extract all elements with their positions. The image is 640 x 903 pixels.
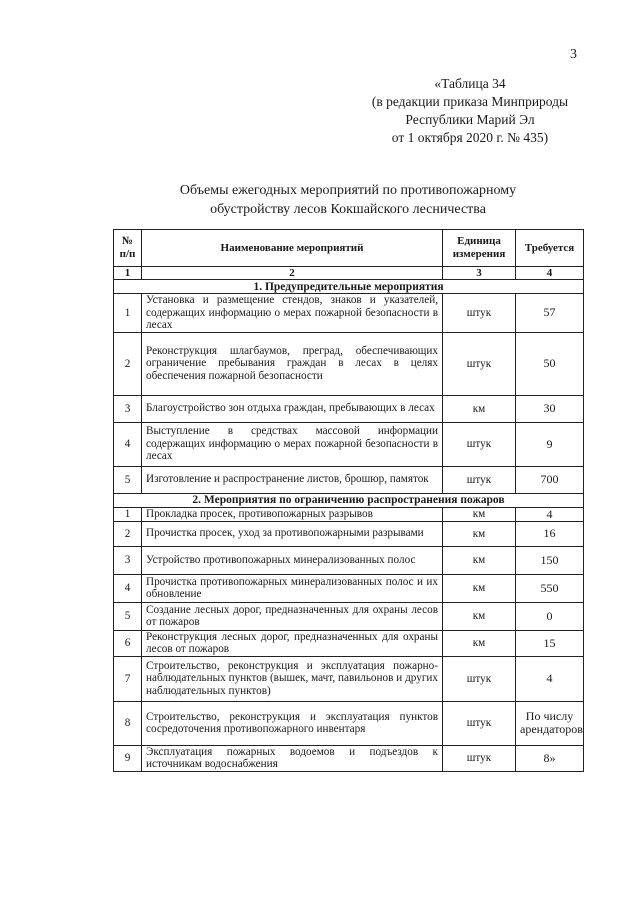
required-amount: 15 bbox=[516, 630, 584, 656]
column-number: 2 bbox=[142, 267, 443, 280]
unit-of-measure: штук bbox=[443, 701, 516, 745]
row-number: 4 bbox=[114, 574, 142, 602]
table-reference-header bbox=[340, 75, 600, 147]
row-number: 3 bbox=[114, 395, 142, 422]
row-number: 6 bbox=[114, 630, 142, 656]
row-number: 3 bbox=[114, 546, 142, 574]
measure-name: Создание лесных дорог, предназначенных для охраны лесов от пожаров bbox=[142, 602, 443, 630]
header-line: Республики Марий Эл bbox=[405, 112, 535, 127]
header-line: от 1 октября 2020 г. № 435) bbox=[391, 130, 549, 145]
row-number: 1 bbox=[114, 294, 142, 333]
unit-of-measure: штук bbox=[443, 466, 516, 493]
table-row bbox=[114, 395, 584, 422]
column-number: 3 bbox=[443, 267, 516, 280]
header-line: (в редакции приказа Минприроды bbox=[371, 94, 569, 109]
row-number: 5 bbox=[114, 602, 142, 630]
document-title bbox=[120, 181, 576, 219]
row-number: 1 bbox=[114, 507, 142, 521]
required-amount: По числу арендаторов bbox=[516, 701, 584, 745]
measure-name: Эксплуатация пожарных водоемов и подъездов к источникам водоснабжения bbox=[142, 745, 443, 771]
unit-of-measure: км bbox=[443, 507, 516, 521]
table-row bbox=[114, 574, 584, 602]
row-number: 8 bbox=[114, 701, 142, 745]
required-amount: 16 bbox=[516, 521, 584, 546]
measure-name: Прокладка просек, противопожарных разрывов bbox=[142, 507, 443, 521]
header-required: Требуется bbox=[516, 230, 584, 267]
unit-of-measure: штук bbox=[443, 656, 516, 701]
header-line: «Таблица 34 bbox=[434, 76, 506, 91]
unit-of-measure: км bbox=[443, 546, 516, 574]
measure-name: Выступление в средствах массовой информации содержащих информацию о мерах пожарной безопасности в лесах bbox=[142, 422, 443, 466]
required-amount: 0 bbox=[516, 602, 584, 630]
required-amount: 4 bbox=[516, 507, 584, 521]
table-row bbox=[114, 466, 584, 493]
unit-of-measure: штук bbox=[443, 294, 516, 333]
table-row bbox=[114, 521, 584, 546]
row-number: 2 bbox=[114, 332, 142, 395]
measure-name: Реконструкция лесных дорог, предназначенных для охраны лесов от пожаров bbox=[142, 630, 443, 656]
header-num: № п/п bbox=[114, 230, 142, 267]
required-amount: 57 bbox=[516, 294, 584, 333]
table-header-row bbox=[114, 230, 584, 267]
row-number: 9 bbox=[114, 745, 142, 771]
section-header-row bbox=[114, 493, 584, 507]
table-row bbox=[114, 422, 584, 466]
column-numbers-row bbox=[114, 267, 584, 280]
table-body bbox=[114, 280, 584, 772]
required-amount: 50 bbox=[516, 332, 584, 395]
required-amount: 700 bbox=[516, 466, 584, 493]
unit-of-measure: штук bbox=[443, 745, 516, 771]
measure-name: Изготовление и распространение листов, брошюр, памяток bbox=[142, 466, 443, 493]
title-line: обустройству лесов Кокшайского лесничества bbox=[210, 202, 486, 217]
table-row bbox=[114, 546, 584, 574]
measure-name: Прочистка противопожарных минерализованных полос и их обновление bbox=[142, 574, 443, 602]
measure-name: Строительство, реконструкция и эксплуатация пожарно-наблюдательных пунктов (вышек, мачт, павильонов и других наблюдательных пунктов) bbox=[142, 656, 443, 701]
measure-name: Установка и размещение стендов, знаков и указателей, содержащих информацию о мерах пожарной безопасности в лесах bbox=[142, 294, 443, 333]
row-number: 2 bbox=[114, 521, 142, 546]
required-amount: 550 bbox=[516, 574, 584, 602]
title-line: Объемы ежегодных мероприятий по противопожарному bbox=[179, 183, 517, 198]
table-row bbox=[114, 701, 584, 745]
measures-table bbox=[113, 229, 584, 772]
row-number: 7 bbox=[114, 656, 142, 701]
measure-name: Прочистка просек, уход за противопожарными разрывами bbox=[142, 521, 443, 546]
row-number: 4 bbox=[114, 422, 142, 466]
required-amount: 4 bbox=[516, 656, 584, 701]
row-number: 5 bbox=[114, 466, 142, 493]
table-row bbox=[114, 332, 584, 395]
required-amount: 9 bbox=[516, 422, 584, 466]
header-unit: Единица измерения bbox=[443, 230, 516, 267]
column-number: 4 bbox=[516, 267, 584, 280]
required-amount: 30 bbox=[516, 395, 584, 422]
required-amount: 8» bbox=[516, 745, 584, 771]
header-name: Наименование мероприятий bbox=[142, 230, 443, 267]
page-number: 3 bbox=[570, 47, 577, 62]
unit-of-measure: км bbox=[443, 602, 516, 630]
unit-of-measure: км bbox=[443, 574, 516, 602]
column-number: 1 bbox=[114, 267, 142, 280]
table-row bbox=[114, 630, 584, 656]
unit-of-measure: км bbox=[443, 521, 516, 546]
unit-of-measure: км bbox=[443, 630, 516, 656]
unit-of-measure: км bbox=[443, 395, 516, 422]
unit-of-measure: штук bbox=[443, 332, 516, 395]
table-row bbox=[114, 602, 584, 630]
measure-name: Реконструкция шлагбаумов, преград, обеспечивающих ограничение пребывания граждан в лесах в целях обеспечения пожарной безопасности bbox=[142, 332, 443, 395]
unit-of-measure: штук bbox=[443, 422, 516, 466]
measure-name: Устройство противопожарных минерализованных полос bbox=[142, 546, 443, 574]
table-row bbox=[114, 745, 584, 771]
measure-name: Строительство, реконструкция и эксплуатация пунктов сосредоточения противопожарного инвентаря bbox=[142, 701, 443, 745]
table-row bbox=[114, 294, 584, 333]
table-row bbox=[114, 507, 584, 521]
measure-name: Благоустройство зон отдыха граждан, пребывающих в лесах bbox=[142, 395, 443, 422]
section-header-row bbox=[114, 280, 584, 294]
section-title: 1. Предупредительные мероприятия bbox=[114, 280, 584, 294]
required-amount: 150 bbox=[516, 546, 584, 574]
table-row bbox=[114, 656, 584, 701]
section-title: 2. Мероприятия по ограничению распространения пожаров bbox=[114, 493, 584, 507]
